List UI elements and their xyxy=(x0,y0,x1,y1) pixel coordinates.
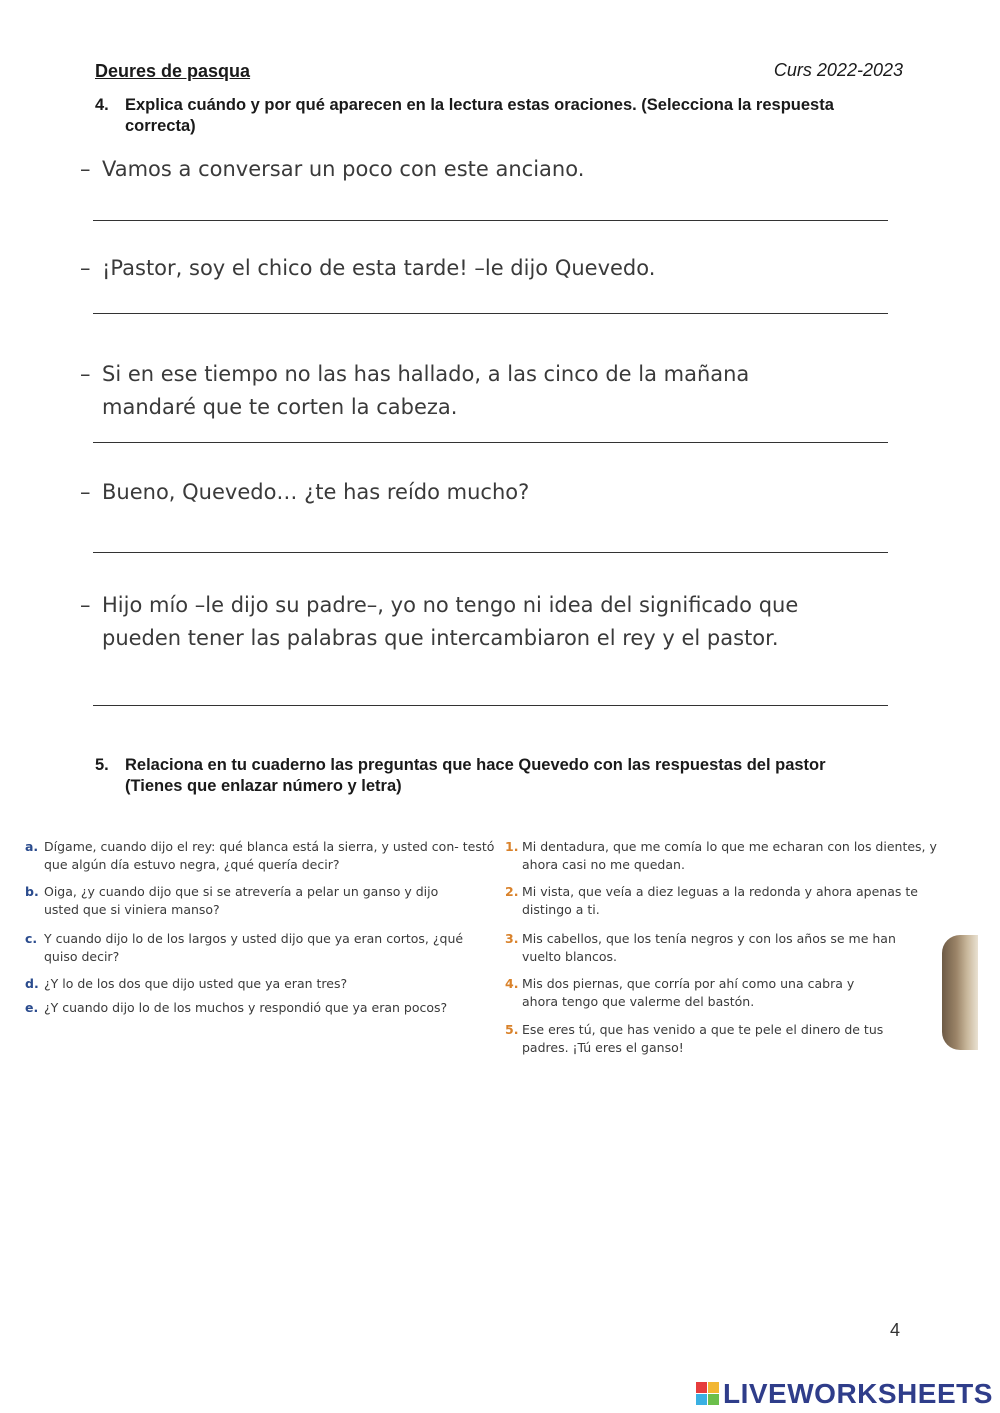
sentence-text: Vamos a conversar un poco con este anciano. xyxy=(102,157,585,181)
sentence-4 xyxy=(80,476,900,509)
item-number: 2. xyxy=(505,884,519,899)
question-4-heading xyxy=(95,95,885,137)
item-text: Ese eres tú, que has venido a que te pele el dinero de tus padres. ¡Tú eres el ganso! xyxy=(522,1022,884,1055)
quevedo-questions-column xyxy=(25,838,510,1038)
answer-line-3[interactable] xyxy=(93,442,888,443)
question-text: Explica cuándo y por qué aparecen en la lectura estas oraciones. (Selecciona la respuesta correcta) xyxy=(125,96,834,135)
question-number: 5. xyxy=(95,756,109,774)
answer-item-1 xyxy=(505,838,945,874)
sentence-text: Bueno, Quevedo… ¿te has reído mucho? xyxy=(102,480,530,504)
sentence-text: Hijo mío –le dijo su padre–, yo no tengo ni idea del significado que pueden tener las palabras que intercambiaron el rey y el pastor. xyxy=(102,593,799,650)
sentence-5 xyxy=(80,589,900,655)
question-item-e xyxy=(25,999,505,1017)
sentence-text: ¡Pastor, soy el chico de esta tarde! –le dijo Quevedo. xyxy=(102,256,656,280)
sentence-1 xyxy=(80,153,900,186)
item-letter: e. xyxy=(25,1000,39,1015)
item-text: Mis dos piernas, que corría por ahí como una cabra y ahora tengo que valerme del bastón. xyxy=(522,976,855,1009)
answer-item-3 xyxy=(505,930,930,966)
answer-item-5 xyxy=(505,1021,920,1057)
item-letter: b. xyxy=(25,884,39,899)
question-item-a xyxy=(25,838,505,874)
question-text: Relaciona en tu cuaderno las preguntas que hace Quevedo con las respuestas del pastor (Tienes que enlazar número y letra) xyxy=(125,756,826,795)
item-number: 1. xyxy=(505,839,519,854)
item-letter: c. xyxy=(25,931,38,946)
item-text: Oiga, ¿y cuando dijo que si se atrevería a pelar un ganso y dijo usted que si viniera manso? xyxy=(44,884,439,917)
page-number: 4 xyxy=(890,1320,901,1340)
document-title: Deures de pasqua xyxy=(95,61,251,81)
answer-item-2 xyxy=(505,883,945,919)
liveworksheets-logo xyxy=(696,1378,993,1410)
dialogue-dash: – xyxy=(80,480,91,504)
question-number: 4. xyxy=(95,96,109,114)
question-item-b xyxy=(25,883,505,919)
item-letter: a. xyxy=(25,839,39,854)
item-number: 3. xyxy=(505,931,519,946)
answer-line-4[interactable] xyxy=(93,552,888,553)
brand-name: LIVEWORKSHEETS xyxy=(723,1378,993,1409)
pastor-answers-column xyxy=(505,838,945,1068)
illustration-fragment xyxy=(942,935,978,1050)
dialogue-dash: – xyxy=(80,157,91,181)
item-text: ¿Y cuando dijo lo de los muchos y respondió que ya eran pocos? xyxy=(44,1000,448,1015)
dialogue-dash: – xyxy=(80,256,91,280)
item-letter: d. xyxy=(25,976,39,991)
answer-item-4 xyxy=(505,975,890,1011)
item-text: Mis cabellos, que los tenía negros y con los años se me han vuelto blancos. xyxy=(522,931,896,964)
item-text: Dígame, cuando dijo el rey: qué blanca está la sierra, y usted con- testó que algún día estuvo negra, ¿qué quería decir? xyxy=(44,839,495,872)
answer-line-5[interactable] xyxy=(93,705,888,706)
liveworksheets-logo-icon xyxy=(696,1382,720,1406)
sentence-text: Si en ese tiempo no las has hallado, a las cinco de la mañana mandaré que te corten la cabeza. xyxy=(102,362,750,419)
answer-line-1[interactable] xyxy=(93,220,888,221)
item-text: Mi vista, que veía a diez leguas a la redonda y ahora apenas te distingo a ti. xyxy=(522,884,918,917)
question-item-c xyxy=(25,930,505,966)
sentence-2 xyxy=(80,252,900,285)
item-text: Y cuando dijo lo de los largos y usted dijo que ya eran cortos, ¿qué quiso decir? xyxy=(44,931,464,964)
item-number: 4. xyxy=(505,976,519,991)
school-year: Curs 2022-2023 xyxy=(773,60,903,80)
question-5-heading xyxy=(95,755,885,797)
answer-line-2[interactable] xyxy=(93,313,888,314)
dialogue-dash: – xyxy=(80,593,91,617)
item-number: 5. xyxy=(505,1022,519,1037)
dialogue-dash: – xyxy=(80,362,91,386)
sentence-3 xyxy=(80,358,900,424)
item-text: Mi dentadura, que me comía lo que me echaran con los dientes, y ahora casi no me quedan. xyxy=(522,839,937,872)
question-item-d xyxy=(25,975,505,993)
item-text: ¿Y lo de los dos que dijo usted que ya eran tres? xyxy=(44,976,348,991)
